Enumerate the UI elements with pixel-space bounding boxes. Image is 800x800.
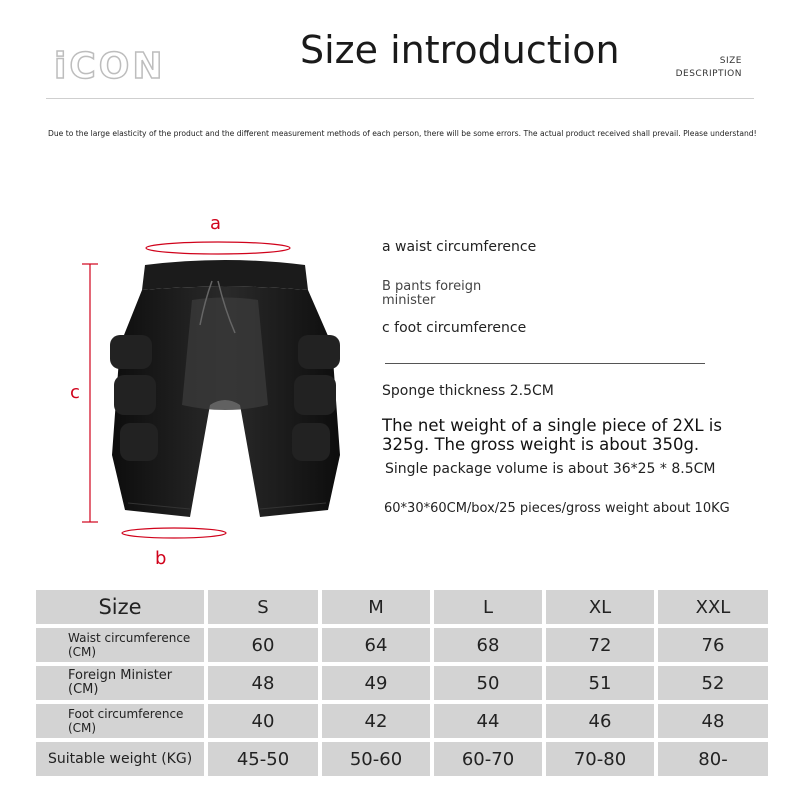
table-cell: 64 — [322, 628, 430, 662]
spec-net-weight — [382, 416, 722, 454]
table-cell: 52 — [658, 666, 768, 700]
spec-foreign-line1: B pants foreign — [382, 279, 482, 294]
table-row — [36, 628, 768, 662]
table-header-row — [36, 590, 768, 624]
table-row — [36, 666, 768, 700]
label-b: b — [155, 548, 167, 569]
spec-foot: c foot circumference — [382, 320, 527, 336]
brand-logo: iCON — [54, 46, 166, 87]
spec-net-weight-line1: The net weight of a single piece of 2XL is — [382, 416, 722, 435]
table-cell: 68 — [434, 628, 542, 662]
table-header-xxl: XXL — [658, 590, 768, 624]
table-cell: 70-80 — [546, 742, 654, 776]
row-label-line2: (CM) — [68, 721, 97, 735]
label-c: c — [70, 382, 80, 403]
row-label-line1: Foreign Minister — [68, 668, 173, 683]
spec-package-volume: Single package volume is about 36*25 * 8.5CM — [385, 461, 716, 477]
table-header-l: L — [434, 590, 542, 624]
row-label-line1: Suitable weight (KG) — [48, 751, 193, 767]
table-cell: 48 — [208, 666, 318, 700]
header-divider — [46, 98, 754, 99]
row-label-foreign — [36, 666, 204, 700]
height-measure-line — [80, 260, 100, 530]
row-label-line2: (CM) — [68, 645, 97, 659]
table-cell: 72 — [546, 628, 654, 662]
label-a: a — [210, 213, 222, 234]
row-label-line1: Waist circumference — [68, 631, 191, 645]
size-description-line2: DESCRIPTION — [675, 69, 742, 79]
table-cell: 60-70 — [434, 742, 542, 776]
row-label-weight — [36, 742, 204, 776]
spec-waist: a waist circumference — [382, 239, 537, 255]
size-description-line1: SIZE — [719, 56, 742, 66]
spec-foreign-line2: minister — [382, 293, 436, 308]
size-description-label — [676, 55, 742, 81]
table-header-size: Size — [36, 590, 204, 624]
table-cell: 60 — [208, 628, 318, 662]
table-cell: 44 — [434, 704, 542, 738]
table-cell: 40 — [208, 704, 318, 738]
spec-box: 60*30*60CM/box/25 pieces/gross weight about 10KG — [384, 501, 730, 516]
table-cell: 45-50 — [208, 742, 318, 776]
disclaimer-note: Due to the large elasticity of the product and the different measurement methods of each person, there will be some errors. The actual product received shall prevail. Please understand! — [48, 129, 757, 138]
table-cell: 50 — [434, 666, 542, 700]
table-cell: 76 — [658, 628, 768, 662]
table-cell: 48 — [658, 704, 768, 738]
row-label-line2: (CM) — [68, 682, 99, 697]
row-label-foot — [36, 704, 204, 738]
spec-net-weight-line2: 325g. The gross weight is about 350g. — [382, 435, 700, 454]
row-label-line1: Foot circumference — [68, 707, 184, 721]
table-cell: 46 — [546, 704, 654, 738]
table-cell: 50-60 — [322, 742, 430, 776]
shorts-image — [100, 255, 350, 525]
measurement-diagram — [70, 205, 350, 575]
spec-divider — [385, 363, 705, 364]
spec-foreign — [382, 280, 481, 308]
spec-sponge: Sponge thickness 2.5CM — [382, 383, 554, 399]
table-cell: 42 — [322, 704, 430, 738]
page-title: Size introduction — [300, 28, 620, 72]
table-header-xl: XL — [546, 590, 654, 624]
table-cell: 49 — [322, 666, 430, 700]
table-header-s: S — [208, 590, 318, 624]
table-row — [36, 704, 768, 738]
foot-ellipse — [118, 523, 230, 543]
table-cell: 80- — [658, 742, 768, 776]
row-label-waist — [36, 628, 204, 662]
table-header-m: M — [322, 590, 430, 624]
table-cell: 51 — [546, 666, 654, 700]
table-row — [36, 742, 768, 776]
